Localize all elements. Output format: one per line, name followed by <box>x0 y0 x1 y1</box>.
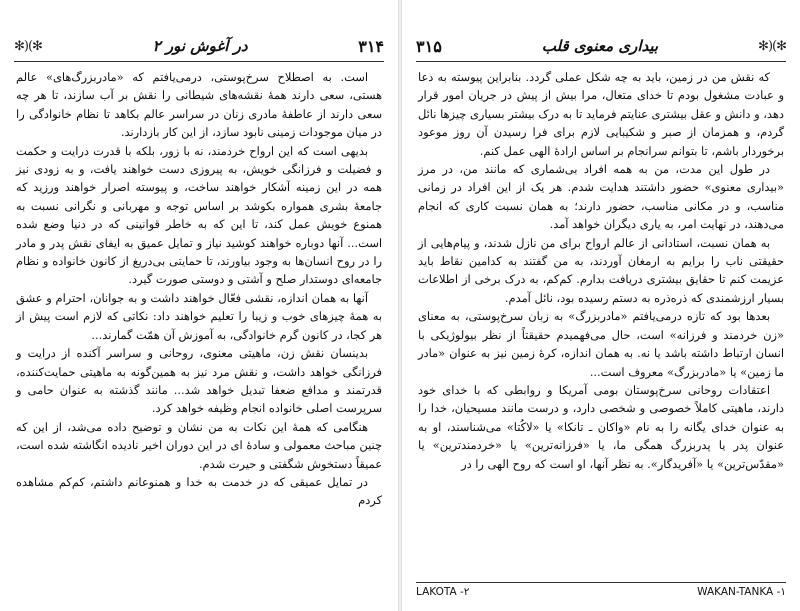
paragraph: که نقش من در زمین، باید به چه شکل عملی گردد. بنابراین پیوسته به دعا و عبادت مشغول بودم تا خدای متعال، مرا بیش از پیش در جریان امور قرار دهد، و دانش و عقل بیشتری عنایتم فرماید تا به درک بیشتر بسیاری چیزها نائل گردم، و همزمان از صبر و شکیبایی لازم برای فرا رسیدن آن روز موعود برخوردار باشم، تا بتوانم سرانجام بر اساس ارادهٔ الهی عمل کنم. <box>418 70 784 158</box>
paragraph: در تمایل عمیقی که در خدمت به خدا و همنوعانم داشتم، کم‌کم مشاهده کردم <box>16 474 382 508</box>
left-page <box>0 0 398 611</box>
paragraph: به همان نسبت، استادانی از عالم ارواح برای من نازل شدند، و پیام‌هایی از حقیقتی ناب را برایم به ارمغان آوردند، به من گفتند به کدامین نقاط باید عزیمت کنم تا حقایق بیشتری دریافت بدارم. کم‌کم، به درک برخی از اطلاعات بسیار ارزشمندی که ذره‌ذره به دستم رسیده بود، نائل آمدم. <box>418 235 784 305</box>
left-page-header <box>14 34 384 58</box>
right-page-header <box>416 34 786 58</box>
right-page <box>402 0 800 611</box>
header-rule <box>14 61 384 62</box>
paragraph: بدینسان نقش زن، ماهیتی معنوی، روحانی و سراسر آکنده از درایت و فرزانگی خواهد داشت، و نقش مرد نیز به همین‌گونه به ماهیتی حمایت‌کننده، قدرتمند و مدافع ضعفا تبدیل خواهد شد... مانند گذشته به عنوان حامی و سرپرست اصلی خانواده انجام وظیفه خواهد کرد. <box>16 346 382 416</box>
page-number: ۳۱۵ <box>416 36 442 56</box>
paragraph: بدیهی است که این ارواح خردمند، نه با زور، بلکه با قدرت درایت و حکمت و فضیلت و فرزانگی خویش، به پیروزی دست خواهند یافت، و به زودی نیز همه در این زمینه آشکار خواهند ساخت، و پیوسته اصرار خواهند ورزید که جامعهٔ بشری همواره بکوشد بر اساس توجه و مهربانی و نگرانی نسبت به همنوع خویش عمل کند، تا این که به خاطر قوانینی که در دنیا وضع شده است... آنها دوباره خواهند کوشید نیاز و تمایل عمیق به ایفای نقش پدر و مادر را در روح انسان‌ها به وجود بیاورند، تا حمایتی بی‌دریغ از کانون خانواده و نظام جامعه‌ای دوستدار صلح و آشتی و دوستی صورت گیرد. <box>16 143 382 287</box>
paragraph: در طول این مدت، من به همه افراد بی‌شماری که مانند من، در مرز «بیداری معنوی» حضور داشتند هدایت شدم. هر یک از این افراد در زمانی مناسب، و در مکانی مناسب، حضور دارند؛ به همان نسبت کاری که انجام می‌دهند، در نهایت امر، به یاری دیگران خواهد آمد. <box>418 162 784 232</box>
paragraph: آنها به همان اندازه، نقشی فعّال خواهند داشت و به جوانان، احترام و عشق به همهٔ چیزهای خوب و زیبا را تعلیم خواهند داد: نکاتی که لازم است پیش از هر کجا، در کانون گرم خانوادگی، به آموزش آن همّت گمارند... <box>16 290 382 342</box>
right-page-body <box>418 68 784 473</box>
running-title: بیداری معنوی قلب <box>541 37 659 55</box>
footnote-lakota: LAKOTA -۲ <box>416 586 470 598</box>
footnote-wakan-tanka: WAKAN-TANKA -۱ <box>697 586 786 598</box>
ornament-icon: ✻)(✻ <box>758 38 786 54</box>
ornament-icon: ✻)(✻ <box>14 38 42 54</box>
left-page-body <box>16 68 382 510</box>
header-rule <box>416 61 786 62</box>
running-title: در آغوش نور ۲ <box>152 37 248 55</box>
page-number: ۳۱۴ <box>358 36 384 56</box>
footnotes <box>416 582 786 601</box>
paragraph: هنگامی که همهٔ این نکات به من نشان و توضیح داده می‌شد، از این که چنین مباحث معمولی و سادهٔ ای در این دوران اخیر نادیده انگاشته شده است، عمیقاً دستخوش شگفتی و حیرت شدم. <box>16 419 382 471</box>
paragraph: اعتقادات روحانی سرخ‌پوستان بومی آمریکا و روابطی که با خدای خود دارند، ماهیتی کاملاً خصوصی و شخصی دارد، و درست مانند مسیحیان، خدا را به عنوان خدای یگانه را به نام «واکان ـ تانکا» یا «لاکُتا» می‌شناسند، او به عنوان پدر یا پدربزرگ همگی ما، یا «فرزانه‌ترین» یا «خردمندترین» یا «مقدّس‌ترین» یا «آفریدگار». به نظر آنها، او است که روح الهی را در <box>418 382 784 471</box>
paragraph: است. به اصطلاح سرخ‌پوستی، درمی‌یافتم که «مادربزرگ‌های» عالم هستی، سعی دارند همهٔ نقشه‌های شیطانی را نقش بر آب سازند، تا هر چه سعی دارند از عاطفهٔ مادری زنان در سراسر عالم بکاهد تا نظام خانوادگی را در میان موجودات زمینی نابود سازد، از این کار بازدارند. <box>16 70 382 140</box>
paragraph: بعدها بود که تازه درمی‌یافتم «مادربزرگ» به زبان سرخ‌پوستی، به معنای «زن خردمند و فرزانه» است، حال می‌فهمیدم حقیقتاً از نظر بیولوژیکی با انسان ارتباط داشته باشد یا نه. به همان اندازه، کرهٔ زمین نیز به عنوان «مادر ما زمین» یا «مادربزرگ» معروف است... <box>418 309 784 379</box>
